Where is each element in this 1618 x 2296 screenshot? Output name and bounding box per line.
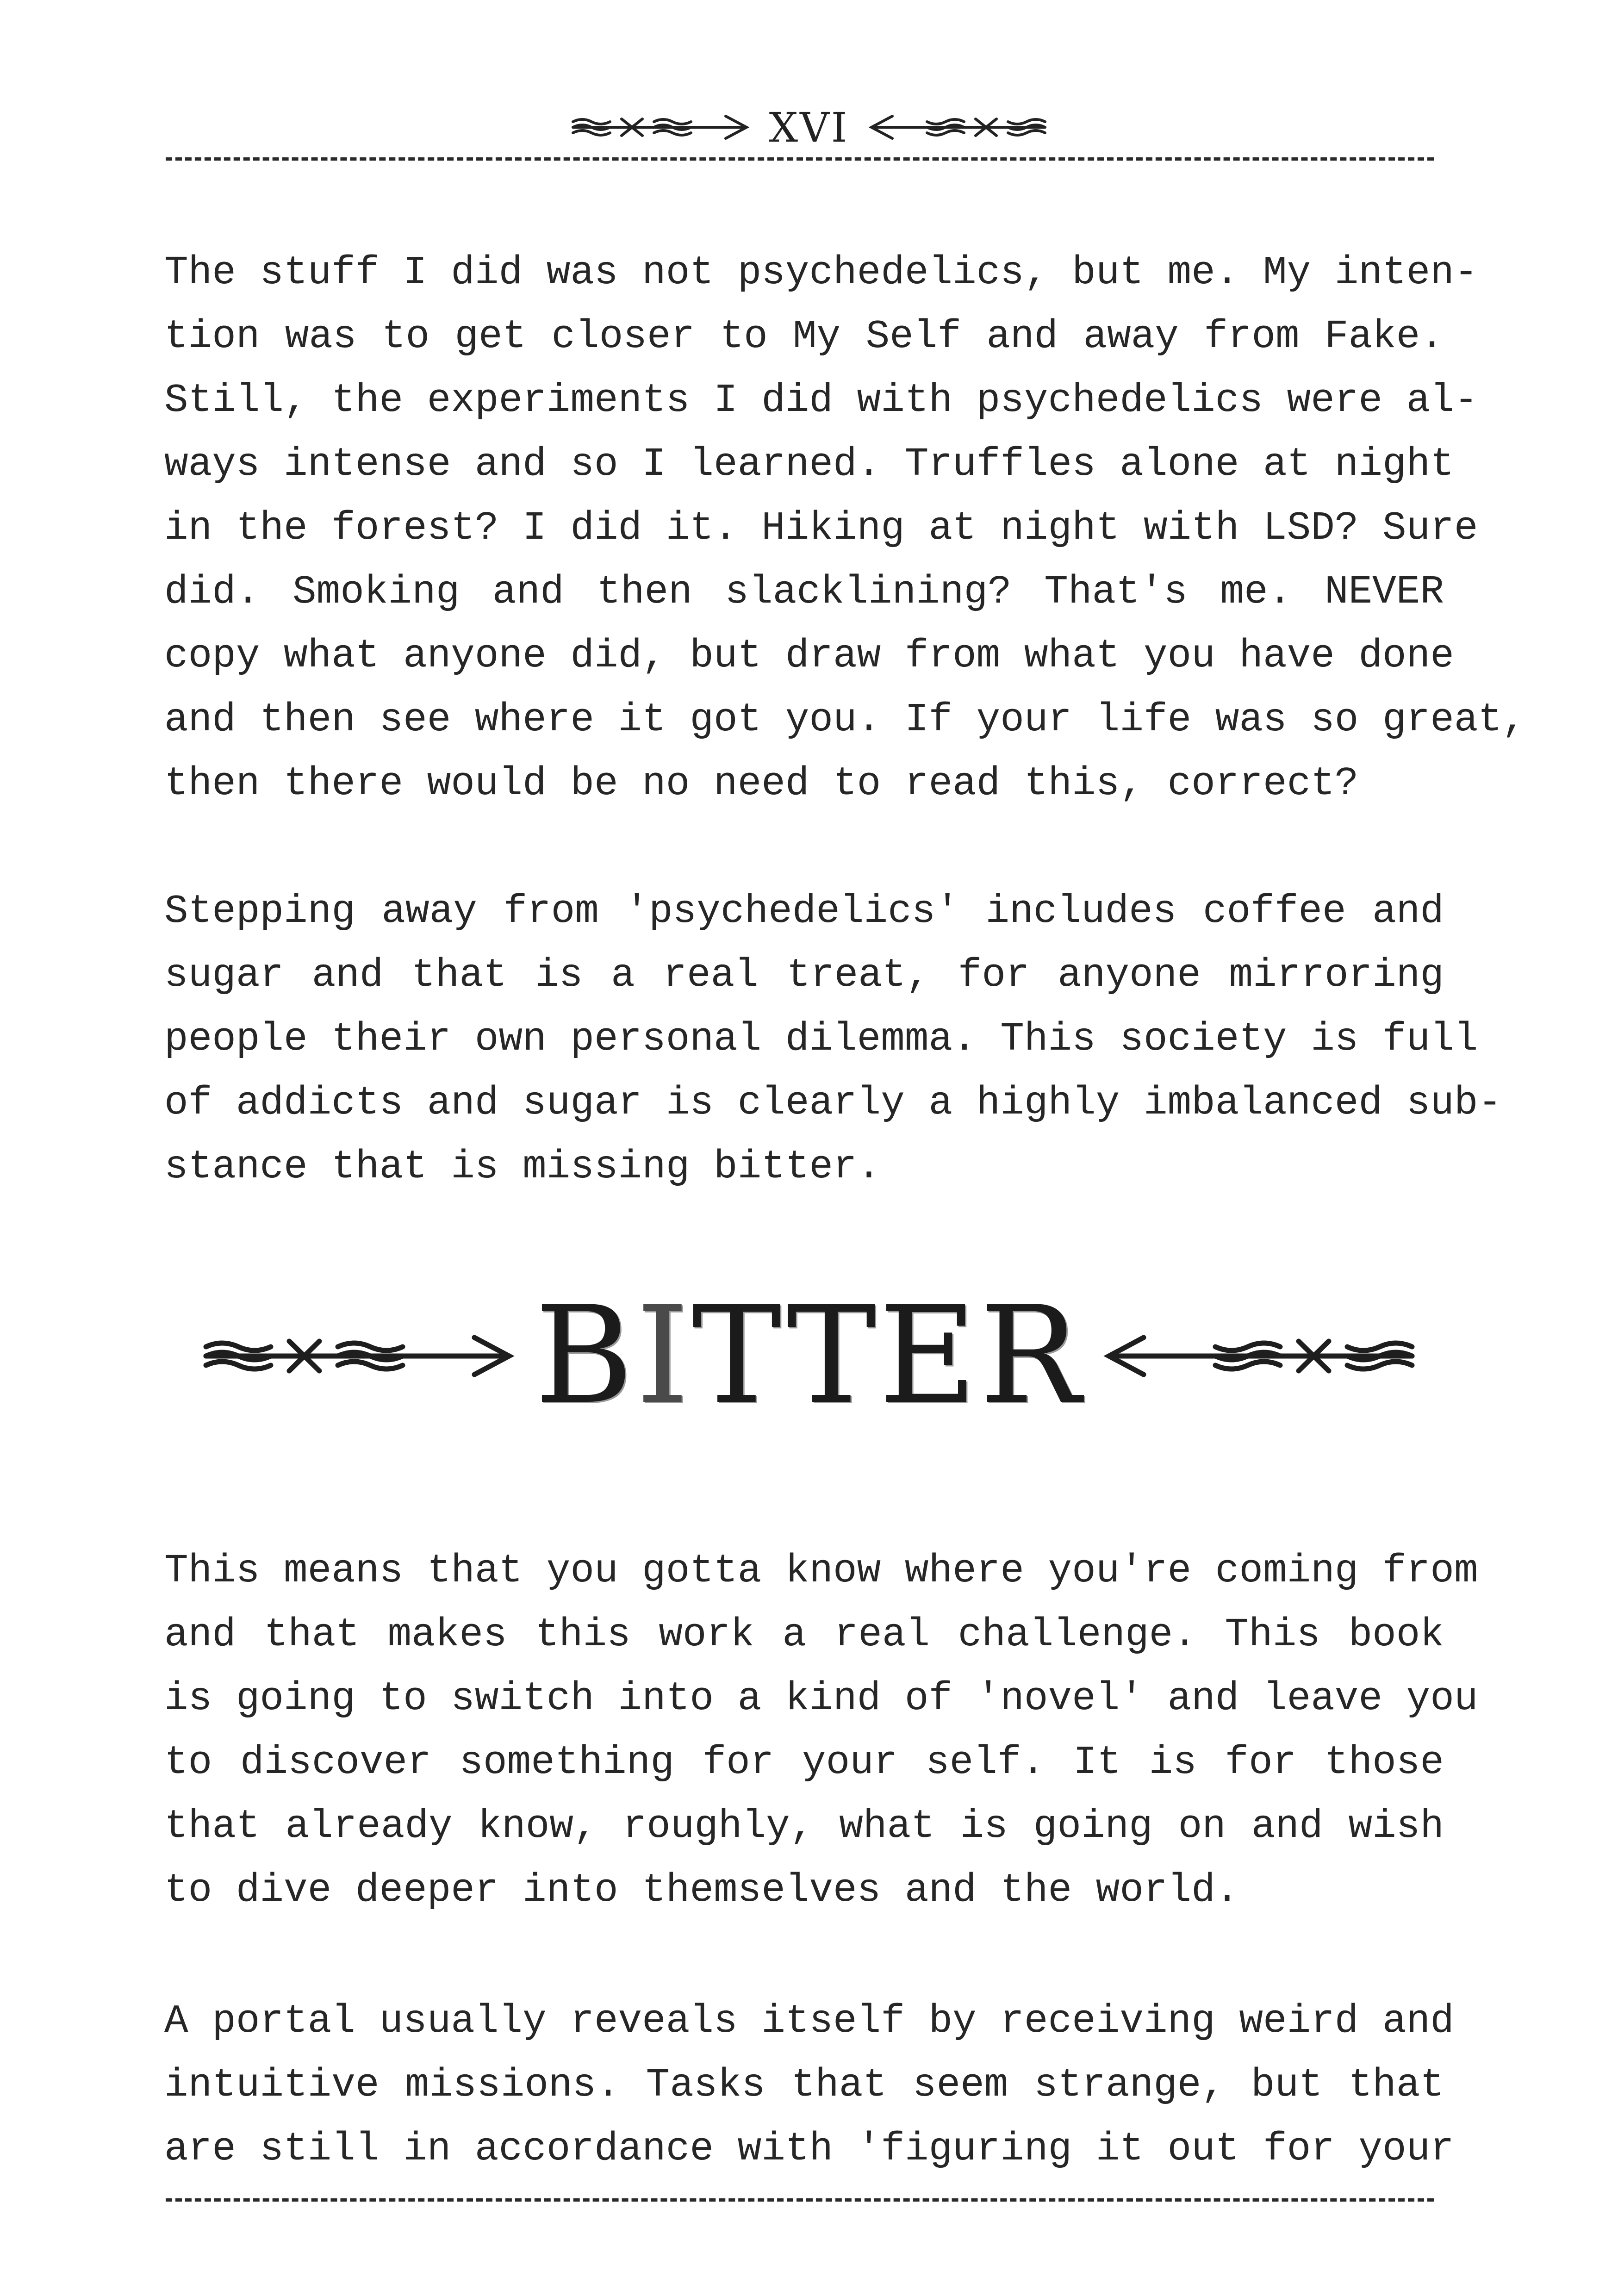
paragraph-2: [164, 879, 1502, 1199]
text-line: ways intense and so I learned. Truffles alone at night: [164, 442, 1454, 487]
text-line: are still in accordance with 'figuring it out for your: [164, 2126, 1454, 2172]
bottom-dashed-rule: [166, 2198, 1434, 2202]
page-header: [0, 100, 1618, 155]
text-line: of addicts and sugar is clearly a highly imbalanced sub-: [164, 1080, 1502, 1126]
title-letter: B: [535, 1278, 636, 1434]
text-line: A portal usually reveals itself by receiving weird and: [164, 1998, 1454, 2044]
text-line: did. Smoking and then slacklining? That's me. NEVER: [164, 569, 1444, 615]
title-letter: I: [636, 1278, 692, 1434]
text-line: to discover something for your self. It is for those: [164, 1740, 1444, 1785]
text-line: The stuff I did was not psychedelics, but me. My inten-: [164, 250, 1478, 295]
section-title: [535, 1278, 1083, 1434]
chapter-number: XVI: [769, 103, 849, 151]
text-line: Still, the experiments I did with psychedelics were al-: [164, 378, 1478, 423]
text-line: that already know, roughly, what is going on and wish: [164, 1804, 1444, 1849]
text-line: people their own personal dilemma. This society is full: [164, 1016, 1478, 1062]
text-line: and then see where it got you. If your life was so great,: [164, 697, 1526, 742]
paragraph-1: [164, 241, 1526, 815]
text-line: stance that is missing bitter.: [164, 1144, 881, 1189]
text-line: to dive deeper into themselves and the world.: [164, 1867, 1239, 1913]
title-letters: TTER: [691, 1278, 1083, 1434]
left-ornament-icon: [568, 109, 753, 146]
top-dashed-rule: [166, 157, 1434, 161]
text-line: in the forest? I did it. Hiking at night with LSD? Sure: [164, 505, 1478, 551]
right-heading-ornament-icon: [1097, 1324, 1421, 1388]
text-line: tion was to get closer to My Self and away from Fake.: [164, 314, 1444, 359]
section-heading: [0, 1268, 1618, 1444]
paragraph-3: [164, 1539, 1478, 1922]
text-line: This means that you gotta know where you're coming from: [164, 1548, 1478, 1593]
text-line: then there would be no need to read this, correct?: [164, 761, 1359, 806]
paragraph-4: [164, 1989, 1454, 2181]
text-line: is going to switch into a kind of 'novel' and leave you: [164, 1676, 1478, 1721]
left-heading-ornament-icon: [197, 1324, 521, 1388]
right-ornament-icon: [865, 109, 1050, 146]
text-line: Stepping away from 'psychedelics' includes coffee and: [164, 889, 1444, 934]
text-line: intuitive missions. Tasks that seem strange, but that: [164, 2062, 1444, 2108]
text-line: and that makes this work a real challenge. This book: [164, 1612, 1444, 1657]
text-line: sugar and that is a real treat, for anyone mirroring: [164, 952, 1444, 998]
text-line: copy what anyone did, but draw from what you have done: [164, 633, 1454, 678]
